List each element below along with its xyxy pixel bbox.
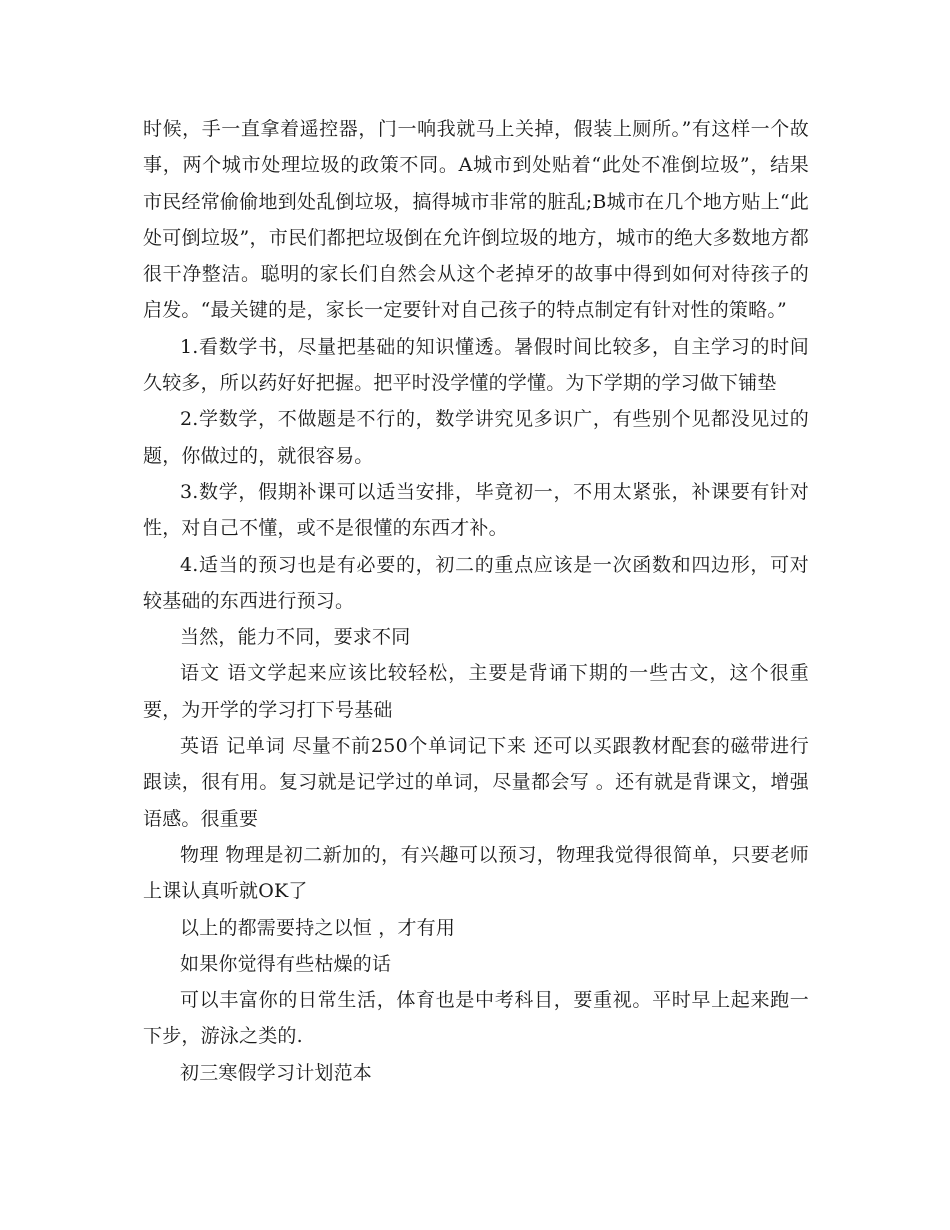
paragraph-boring: 如果你觉得有些枯燥的话 — [180, 952, 392, 975]
document-body — [143, 111, 809, 1091]
paragraph-math-4: 4.适当的预习也是有必要的，初二的重点应该是一次函数和四边形，可对较基础的东西进行预习。 — [143, 553, 809, 612]
paragraph-math-2: 2.学数学，不做题是不行的，数学讲究见多识广，有些别个见都没见过的题，你做过的，就很容易。 — [143, 408, 809, 467]
paragraph-math-1: 1.看数学书，尽量把基础的知识懂透。暑假时间比较多，自主学习的时间久较多，所以药好好把握。把平时没学懂的学懂。为下学期的学习做下铺垫 — [143, 335, 809, 395]
paragraph-english: 英语 记单词 尽量不前250个单词记下来 还可以买跟教材配套的磁带进行跟读，很有用。复习就是记学过的单词，尽量都会写 。还有就是背课文，增强语感。很重要 — [143, 735, 809, 830]
paragraph-chinese: 语文 语文学起来应该比较轻松，主要是背诵下期的一些古文，这个很重要，为开学的学习打下号基础 — [143, 662, 809, 721]
section-heading: 初三寒假学习计划范本 — [180, 1061, 373, 1084]
paragraph-math-3: 3.数学，假期补课可以适当安排，毕竟初一，不用太紧张，补课要有针对性，对自己不懂，或不是很懂的东西才补。 — [143, 480, 809, 540]
paragraph-story: 时候，手一直拿着遥控器，门一响我就马上关掉，假装上厕所。”有这样一个故事，两个城市处理垃圾的政策不同。A城市到处贴着“此处不准倒垃圾”，结果市民经常偷偷地到处乱倒垃圾，搞得城市非常的脏乱;B城市在几个地方贴上“此处可倒垃圾”，市民们都把垃圾倒在允许倒垃圾的地方，城市的绝大多数地方都很干净整洁。聪明的家长们自然会从这个老掉牙的故事中得到如何对待孩子的启发。“最关键的是，家长一定要针对自己孩子的特点制定有针对性的策略。” — [143, 118, 809, 322]
paragraph-ability: 当然，能力不同，要求不同 — [180, 626, 411, 649]
paragraph-physics: 物理 物理是初二新加的，有兴趣可以预习，物理我觉得很简单，只要老师上课认真听就OK了 — [143, 843, 809, 903]
paragraph-persistence: 以上的都需要持之以恒 ，才有用 — [180, 916, 456, 939]
paragraph-sports: 可以丰富你的日常生活，体育也是中考科目，要重视。平时早上起来跑一下步，游泳之类的. — [143, 989, 809, 1048]
